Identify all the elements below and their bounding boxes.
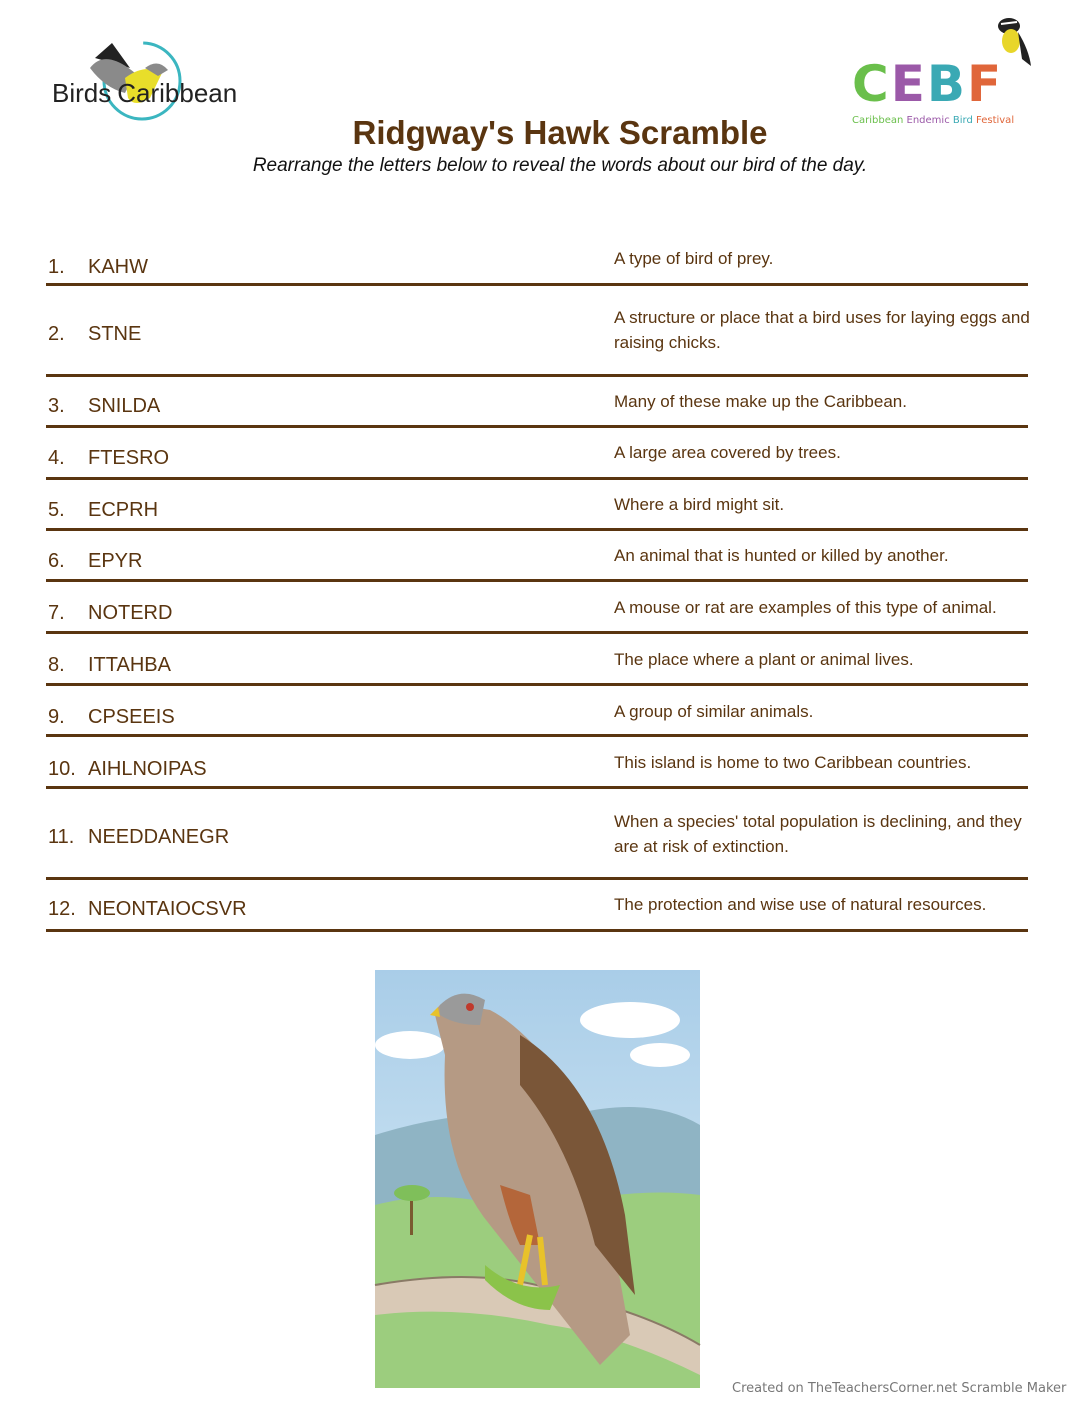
scramble-row — [46, 240, 1028, 286]
scramble-row — [46, 428, 1028, 480]
scrambled-word: ITTAHBA — [88, 654, 171, 676]
logo-wordmark — [52, 78, 237, 108]
row-label — [48, 498, 588, 522]
row-label — [48, 322, 588, 346]
hawk-illustration — [370, 965, 705, 1393]
clue: The protection and wise use of natural resources. — [614, 895, 987, 914]
row-label — [48, 446, 588, 470]
logo-word-caribbean: Caribbean — [117, 78, 238, 108]
row-number: 10. — [48, 758, 76, 780]
clue: Where a bird might sit. — [614, 495, 785, 514]
clue: When a species' total population is declining, and they are at risk of extinction. — [614, 812, 1022, 856]
clue: The place where a plant or animal lives. — [614, 650, 914, 669]
scramble-row — [46, 582, 1028, 634]
scramble-row — [46, 686, 1028, 737]
hawk-icon — [370, 965, 705, 1393]
scrambled-word: AIHLNOIPAS — [88, 758, 207, 780]
scrambled-word: ECPRH — [88, 499, 159, 521]
row-label — [48, 549, 588, 573]
row-label — [48, 897, 588, 921]
footer-credit: Created on TheTeachersCorner.net Scramble Maker — [732, 1381, 1067, 1396]
tagline-caribbean: Caribbean — [852, 115, 904, 126]
clue: A large area covered by trees. — [614, 443, 841, 462]
scramble-row — [46, 377, 1028, 428]
row-label — [48, 757, 588, 781]
row-number: 1. — [48, 256, 65, 278]
row-number: 9. — [48, 706, 65, 728]
cebf-letter-f: F — [966, 55, 1002, 113]
scrambled-word: EPYR — [88, 550, 143, 572]
row-label — [48, 255, 588, 279]
row-label — [48, 825, 588, 849]
scrambled-word: CPSEEIS — [88, 706, 175, 728]
clue: A type of bird of prey. — [614, 249, 774, 268]
scramble-row — [46, 789, 1028, 880]
cebf-letter-e: E — [890, 55, 925, 113]
tagline-festival: Festival — [976, 115, 1015, 126]
row-number: 3. — [48, 395, 65, 417]
scrambled-word: STNE — [88, 323, 142, 345]
clue: A mouse or rat are examples of this type of animal. — [614, 598, 997, 617]
row-number: 6. — [48, 550, 65, 572]
cebf-letter-b: B — [926, 55, 965, 113]
tagline-bird: Bird — [952, 115, 973, 126]
row-label — [48, 394, 588, 418]
tagline-endemic: Endemic — [906, 115, 950, 126]
scramble-row — [46, 480, 1028, 531]
logo-word-birds: Birds — [52, 78, 112, 108]
scrambled-word: KAHW — [88, 256, 148, 278]
row-number: 11. — [48, 826, 75, 848]
row-number: 12. — [48, 898, 76, 920]
row-number: 2. — [48, 323, 65, 345]
clue: An animal that is hunted or killed by another. — [614, 546, 949, 565]
scrambled-word: FTESRO — [88, 447, 170, 469]
scramble-row — [46, 634, 1028, 686]
cebf-wordmark — [852, 55, 1002, 113]
cebf-letter-c: C — [852, 55, 889, 113]
scrambled-word: SNILDA — [88, 395, 161, 417]
scramble-row — [46, 286, 1028, 377]
scramble-row — [46, 531, 1028, 582]
scrambled-word: NOTERD — [88, 602, 173, 624]
birdscaribbean-logo — [50, 38, 280, 123]
instructions: Rearrange the letters below to reveal the words about our bird of the day. — [252, 155, 868, 176]
cebf-logo — [850, 14, 1040, 129]
row-label — [48, 653, 588, 677]
clue: Many of these make up the Caribbean. — [614, 392, 907, 411]
scrambled-word: NEEDDANEGR — [88, 826, 230, 848]
row-number: 4. — [48, 447, 65, 469]
scramble-row — [46, 737, 1028, 789]
row-label — [48, 705, 588, 729]
row-number: 8. — [48, 654, 65, 676]
clue: This island is home to two Caribbean countries. — [614, 753, 972, 772]
scrambled-word: NEONTAIOCSVR — [88, 898, 247, 920]
row-number: 7. — [48, 602, 65, 624]
row-label — [48, 601, 588, 625]
clue: A structure or place that a bird uses for laying eggs and raising chicks. — [614, 308, 1030, 352]
page-title: Ridgway's Hawk Scramble — [352, 114, 768, 151]
row-number: 5. — [48, 499, 65, 521]
clue: A group of similar animals. — [614, 702, 814, 721]
scramble-row — [46, 880, 1028, 932]
